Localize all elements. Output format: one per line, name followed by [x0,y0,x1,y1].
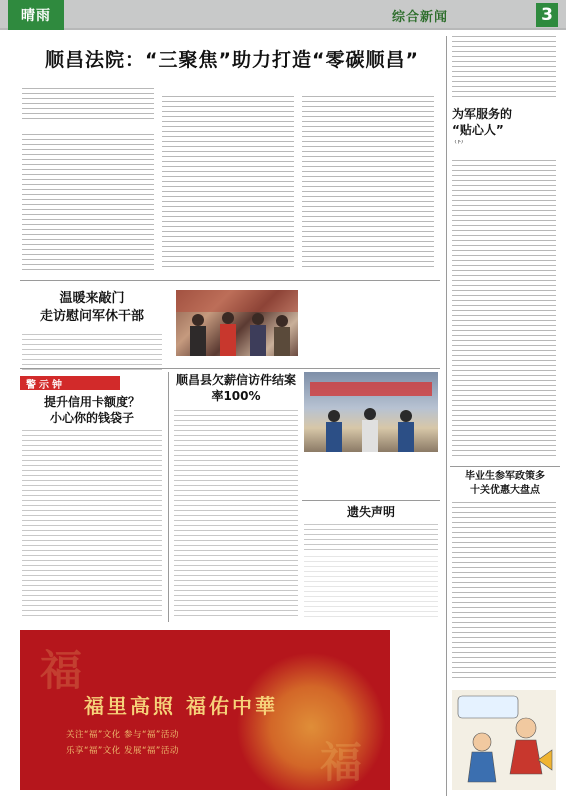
ad-title: 福里高照 福佑中華 [84,694,278,718]
lead-body-col1 [22,88,154,122]
page-number: 3 [536,3,558,27]
lead-body-col2 [162,96,294,270]
right-feature-headline [452,106,556,138]
divider-right [450,466,560,467]
masthead-logo: 晴雨 [8,0,64,30]
ad-slogan-1: 关注“福”文化 参与“福”活动 [66,730,179,740]
divider-2 [20,368,440,369]
alert-column-band: 警示钟 [20,376,120,390]
right-feature-subtitle: （下） [452,140,466,145]
right-feature-title-line1: 为军服务的 [452,107,513,121]
fu-culture-advertisement [20,630,390,790]
lead-body-col1b [22,134,154,270]
photo-visit [176,290,298,356]
article-4-body [174,410,298,620]
ad-sun-graphic [236,652,386,790]
ad-decor-char-2: 福 [320,738,363,787]
section-title: 综合新闻 [392,10,449,25]
right-article-body [452,502,556,682]
article-3-body [22,430,162,620]
photo-visit-caption [302,296,436,352]
lost-notice-body [304,524,438,550]
right-article-title-line1: 毕业生参军政策多 [465,471,545,482]
lead-headline: 顺昌法院：“三聚焦”助力打造“零碳顺昌” [45,49,419,71]
photo-demo [304,372,438,452]
lead-body-col3 [302,96,434,270]
cartoon-drawing [452,690,556,790]
ad-decor-char-1: 福 [40,646,83,695]
article-2-title-line1: 温暖来敲门 [59,291,125,306]
photo-demo-figures [304,372,438,452]
article-2-title-line2: 走访慰问军休干部 [39,309,144,324]
lost-notice-title: 遗失声明 [346,505,395,519]
right-article-title-line2: 十关优惠大盘点 [470,485,540,496]
right-article-headline [450,470,560,498]
ad-slogan-2: 乐享“福”文化 发展“福”活动 [66,746,179,756]
page-header [0,0,566,30]
article-2-headline [22,290,162,326]
photo-visit-figures [176,290,298,356]
right-article-top-body [452,36,556,98]
column-divider [168,372,169,622]
article-3-title-line2: 小心你的钱袋子 [49,411,134,425]
right-feature-body [452,160,556,460]
article-3-headline [22,394,162,426]
right-column-divider [446,36,447,796]
filler-block [304,556,438,620]
right-feature-title-line2: “贴心人” [452,123,504,137]
section-divider [20,280,440,281]
cartoon-illustration [452,690,556,790]
photo-demo-caption [304,456,438,480]
article-2-body [22,334,162,370]
article-4-headline: 顺昌县欠薪信访件结案率100% [175,373,296,403]
divider-notice [302,500,440,501]
article-3-title-line1: 提升信用卡额度？ [43,395,140,409]
